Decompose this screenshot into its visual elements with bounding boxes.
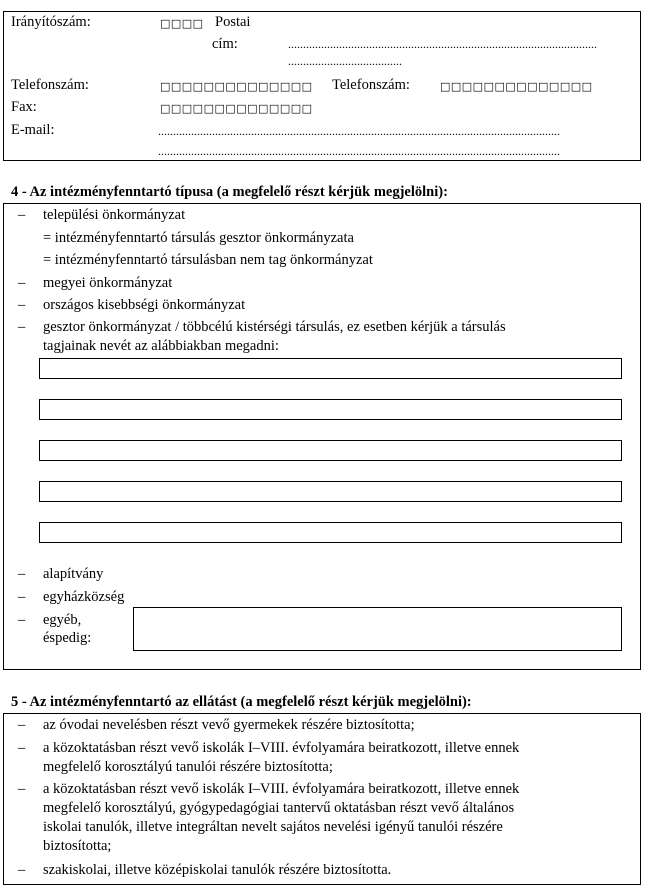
option-ovodai-neveles[interactable]: az óvodai nevelésben részt vevő gyermekek részére biztosította; — [43, 717, 415, 733]
option-gesztor-kistersegi-cont: tagjainak nevét az alábbiakban megadni: — [43, 338, 279, 354]
section5-frame — [3, 713, 641, 885]
member-name-field-5[interactable] — [39, 522, 622, 543]
option-gyogypedagogiai-cont-3: biztosította; — [43, 838, 112, 854]
option-iskolak-1-8-cont: megfelelő korosztályú tanulói részére biztosította; — [43, 759, 333, 775]
other-specify-field[interactable] — [133, 607, 622, 651]
option-alapitvany[interactable]: alapítvány — [43, 566, 104, 582]
option-tarsulasban-nem-tag[interactable]: = intézményfenntartó társulásban nem tag önkormányzat — [43, 252, 373, 268]
member-name-field-3[interactable] — [39, 440, 622, 461]
section4-dash: – — [18, 207, 26, 223]
option-gyogypedagogiai-cont-1: megfelelő korosztályú, gyógypedagógiai tantervű oktatásban részt vevő általános — [43, 800, 515, 816]
section5-dash: – — [18, 781, 26, 797]
option-egyhazkozseg[interactable]: egyházközség — [43, 589, 125, 605]
member-name-field-2[interactable] — [39, 399, 622, 420]
option-szakiskolai[interactable]: szakiskolai, illetve középiskolai tanulók részére biztosította. — [43, 862, 392, 878]
phone-label: Telefonszám: — [11, 77, 89, 93]
section5-dash: – — [18, 740, 26, 756]
section4-dash: – — [18, 319, 26, 335]
email-line-1[interactable]: ...................................................................................................................................... — [158, 124, 560, 138]
option-orszagos-kisebbsegi[interactable]: országos kisebbségi önkormányzat — [43, 297, 246, 313]
option-gyogypedagogiai[interactable]: a közoktatásban részt vevő iskolák I–VIII. évfolyamára beiratkozott, illetve ennek — [43, 781, 520, 797]
option-gyogypedagogiai-cont-2: iskolai tanulók, illetve integráltan nevelt sajátos nevelési igényű tanulói részére — [43, 819, 503, 835]
member-name-field-1[interactable] — [39, 358, 622, 379]
section5-dash: – — [18, 717, 26, 733]
zip-boxes[interactable]: □□□□ — [160, 17, 204, 30]
option-telepulesi-onkormanyzat[interactable]: települési önkormányzat — [43, 207, 186, 223]
option-megyei-onkormanyzat[interactable]: megyei önkormányzat — [43, 275, 173, 291]
postal-address-line-2[interactable]: ...................................... — [288, 54, 402, 68]
email-line-2[interactable]: ...................................................................................................................................... — [158, 144, 560, 158]
phone2-boxes[interactable]: □□□□□□□□□□□□□□ — [440, 80, 593, 93]
phone-boxes[interactable]: □□□□□□□□□□□□□□ — [160, 80, 313, 93]
option-iskolak-1-8[interactable]: a közoktatásban részt vevő iskolák I–VIII. évfolyamára beiratkozott, illetve ennek — [43, 740, 520, 756]
section4-dash: – — [18, 589, 26, 605]
fax-boxes[interactable]: □□□□□□□□□□□□□□ — [160, 102, 313, 115]
postal-label-1: Postai — [215, 14, 251, 30]
section4-dash: – — [18, 566, 26, 582]
fax-label: Fax: — [11, 99, 37, 115]
section4-dash: – — [18, 612, 26, 628]
section5-dash: – — [18, 862, 26, 878]
section4-dash: – — [18, 275, 26, 291]
option-egyeb-cont: éspedig: — [43, 630, 92, 646]
member-name-field-4[interactable] — [39, 481, 622, 502]
section5-heading: 5 - Az intézményfenntartó az ellátást (a megfelelő részt kérjük megjelölni): — [11, 694, 472, 710]
zip-label: Irányítószám: — [11, 14, 91, 30]
postal-label-2: cím: — [212, 36, 238, 52]
postal-address-line-1[interactable]: ....................................................................................................... — [288, 37, 597, 51]
option-tarsulas-gesztor[interactable]: = intézményfenntartó társulás gesztor önkormányzata — [43, 230, 354, 246]
option-gesztor-kistersegi[interactable]: gesztor önkormányzat / többcélú kistérségi társulás, ez esetben kérjük a társulás — [43, 319, 506, 335]
phone2-label: Telefonszám: — [332, 77, 410, 93]
option-egyeb[interactable]: egyéb, — [43, 612, 82, 628]
section4-dash: – — [18, 297, 26, 313]
section4-heading: 4 - Az intézményfenntartó típusa (a megfelelő részt kérjük megjelölni): — [11, 184, 448, 200]
email-label: E-mail: — [11, 122, 55, 138]
